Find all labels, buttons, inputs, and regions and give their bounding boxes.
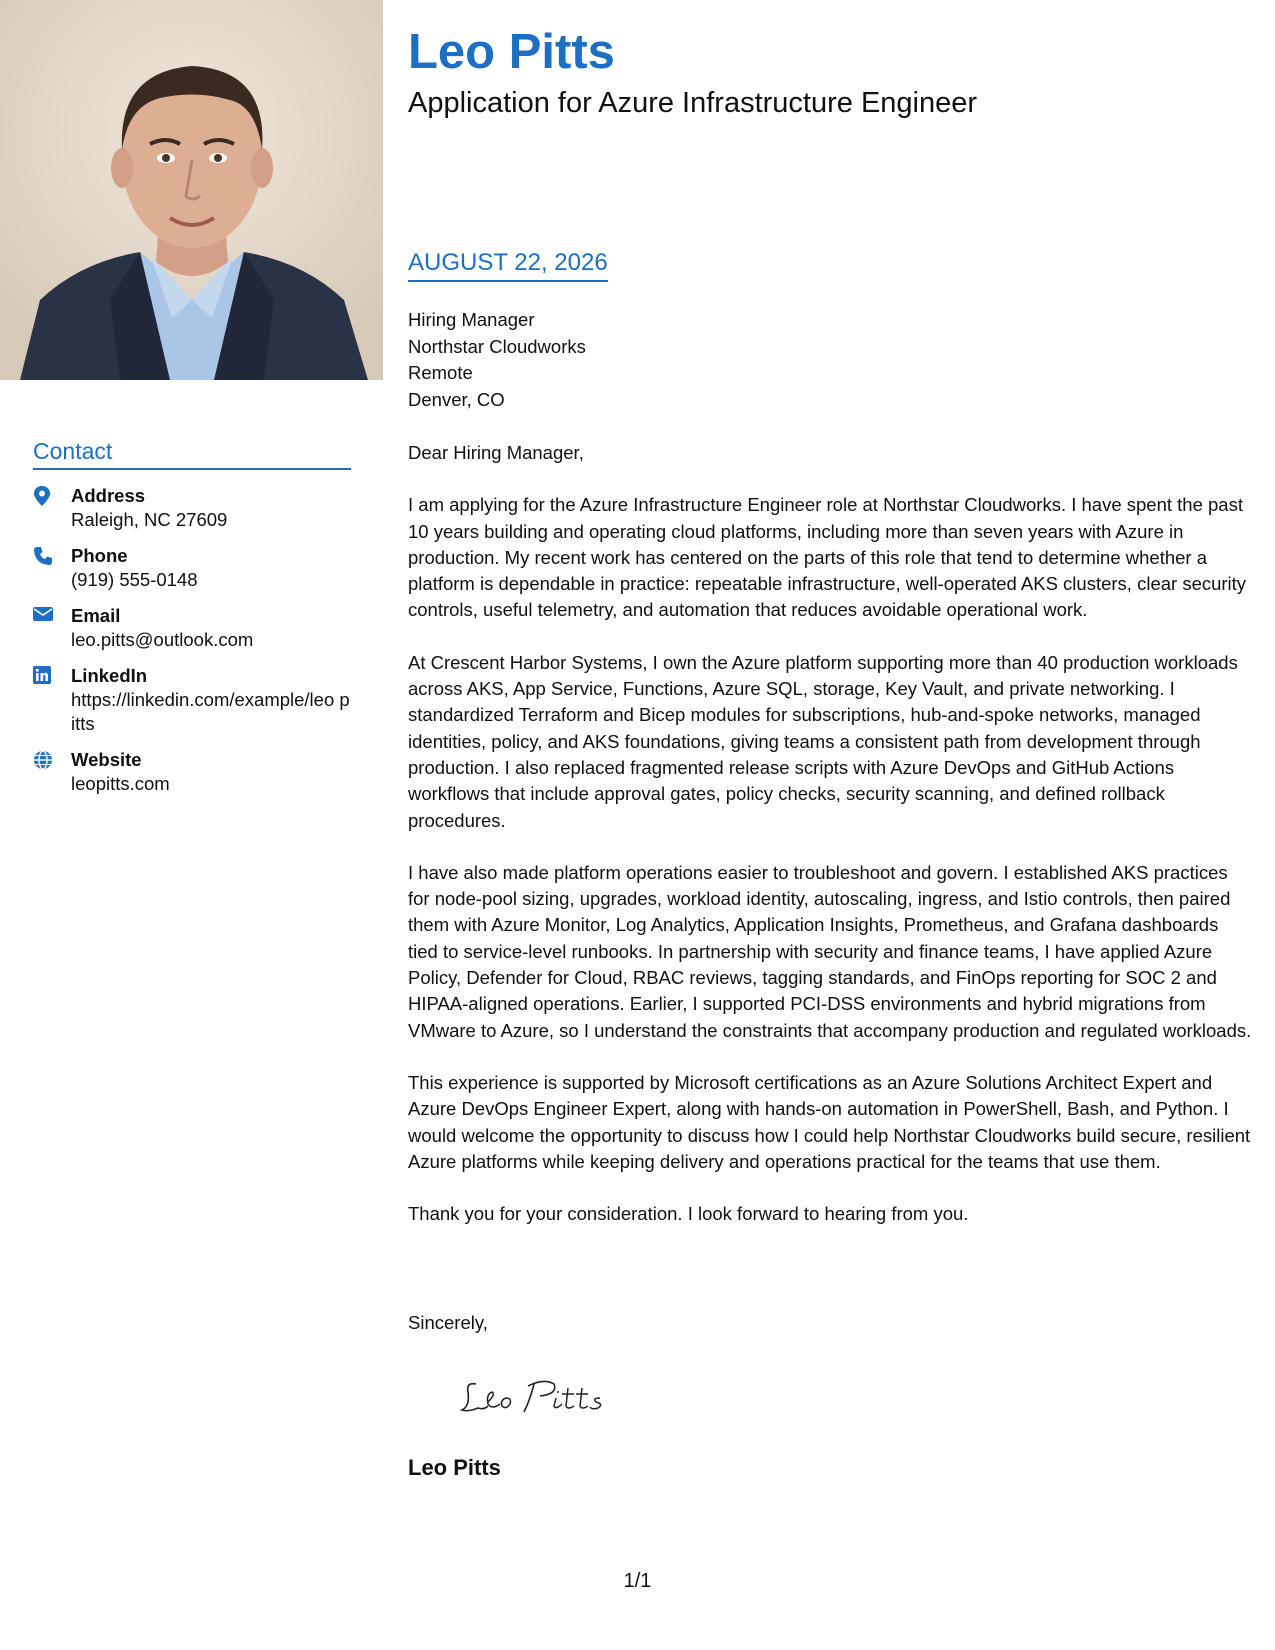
- contact-label: Address: [71, 485, 146, 506]
- address-value: Raleigh, NC 27609: [71, 509, 228, 530]
- globe-icon: [33, 748, 71, 770]
- contact-item-email: [33, 604, 351, 652]
- contact-item-address: [33, 484, 351, 532]
- recipient-line: Denver, CO: [408, 388, 505, 410]
- applicant-name: Leo Pitts: [408, 25, 615, 79]
- recipient-block: [408, 307, 586, 413]
- letter-paragraph: This experience is supported by Microsoft certifications as an Azure Solutions Architect Expert and Azure DevOps Engineer Expert, along with hands-on automation in PowerShell, Bash, and Python. I would welcome the opportunity to discuss how I could help Northstar Cloudworks build secure, resilient Azure platforms while keeping delivery and operations practical for the teams that use them.: [408, 1071, 1251, 1172]
- contact-sidebar: [33, 436, 351, 808]
- salutation: Dear Hiring Manager,: [408, 442, 584, 463]
- envelope-icon: [33, 604, 71, 622]
- recipient-line: Remote: [408, 362, 473, 383]
- letter-date: AUGUST 22, 2026: [408, 248, 608, 282]
- portrait-illustration: [0, 0, 383, 380]
- page-number: 1/1: [623, 1570, 652, 1592]
- website-value[interactable]: leopitts.com: [71, 773, 170, 794]
- handwritten-signature: [458, 1372, 618, 1427]
- phone-icon: [33, 544, 71, 566]
- contact-item-website: [33, 748, 351, 796]
- contact-item-phone: [33, 544, 351, 592]
- contact-label: LinkedIn: [71, 665, 148, 686]
- closing: Sincerely,: [408, 1312, 488, 1333]
- letter-paragraph: I have also made platform operations easier to troubleshoot and govern. I established AKS practices for node-pool sizing, upgrades, workload identity, autoscaling, ingress, and Istio controls, then paired them with Azure Monitor, Log Analytics, Application Insights, Prometheus, and Grafana dashboards tied to service-level runbooks. In partnership with security and finance teams, I have applied Azure Policy, Defender for Cloud, RBAC reviews, tagging standards, and FinOps reporting for SOC 2 and HIPAA-aligned operations. Earlier, I supported PCI-DSS environments and hybrid migrations from VMware to Azure, so I understand the constraints that accompany production and regulated workloads.: [408, 861, 1252, 1041]
- contact-item-linkedin: [33, 664, 351, 736]
- location-pin-icon: [33, 484, 71, 506]
- linkedin-value[interactable]: https://linkedin.com/example/leo pitts: [71, 689, 350, 734]
- letter-paragraph: Thank you for your consideration. I look forward to hearing from you.: [408, 1203, 969, 1225]
- letter-paragraph: At Crescent Harbor Systems, I own the Azure platform supporting more than 40 production workloads across AKS, App Service, Functions, Azure SQL, storage, Key Vault, and private networking. I standardized Terraform and Bicep modules for subscriptions, hub-and-spoke networks, managed identities, policy, and AKS foundations, giving teams a consistent path from development through production. I also replaced fragmented release scripts with Azure DevOps and GitHub Actions workflows that include approval gates, policy checks, security scanning, and defined rollback procedures.: [408, 651, 1238, 831]
- contact-label: Website: [71, 749, 142, 770]
- contact-heading: Contact: [33, 436, 351, 470]
- profile-photo: [0, 0, 383, 380]
- email-value[interactable]: leo.pitts@outlook.com: [71, 629, 254, 650]
- application-subtitle: Application for Azure Infrastructure Engineer: [408, 87, 978, 119]
- recipient-line: Northstar Cloudworks: [408, 335, 586, 357]
- phone-value: (919) 555-0148: [71, 569, 198, 590]
- contact-label: Email: [71, 605, 121, 626]
- letter-body: [408, 440, 1253, 1253]
- letter-paragraph: I am applying for the Azure Infrastructure Engineer role at Northstar Cloudworks. I have spent the past 10 years building and operating cloud platforms, including more than seven years with Azure in production. My recent work has centered on the parts of this role that tend to determine whether a platform is dependable in practice: repeatable infrastructure, well-operated AKS clusters, clear security controls, useful telemetry, and automation that reduces avoidable operational work.: [408, 494, 1247, 621]
- linkedin-icon: [33, 664, 71, 684]
- signer-name: Leo Pitts: [408, 1455, 501, 1480]
- recipient-line: Hiring Manager: [408, 309, 535, 330]
- contact-label: Phone: [71, 545, 128, 566]
